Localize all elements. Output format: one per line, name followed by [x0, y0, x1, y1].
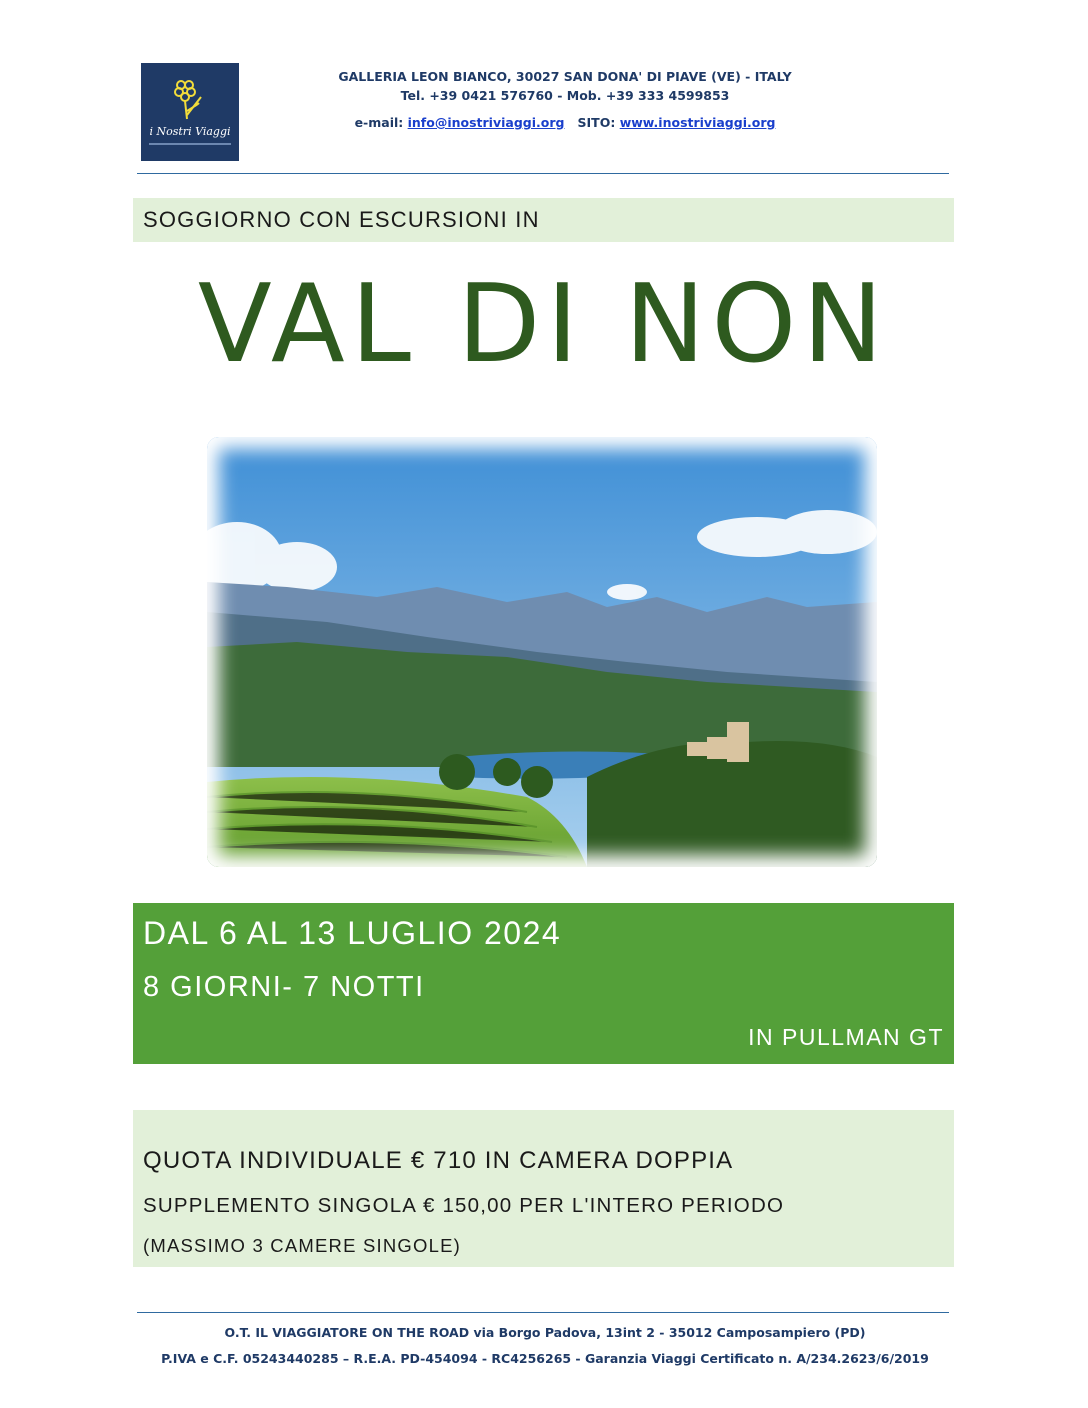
price-supplement: SUPPLEMENTO SINGOLA € 150,00 PER L'INTERO PERIODO — [143, 1194, 785, 1217]
flower-icon — [167, 75, 213, 123]
agency-logo — [141, 63, 239, 161]
logo-tagline-bar — [149, 143, 231, 145]
landscape-photo — [207, 437, 877, 867]
trip-band — [133, 903, 954, 1064]
agency-contacts — [260, 115, 870, 130]
footer-divider — [137, 1312, 949, 1313]
site-label: SITO: — [577, 115, 616, 130]
price-note: (MASSIMO 3 CAMERE SINGOLE) — [143, 1235, 461, 1256]
pricing-band — [133, 1110, 954, 1267]
trip-duration: 8 GIORNI- 7 NOTTI — [143, 971, 425, 1003]
logo-name: i Nostri Viaggi — [149, 125, 231, 138]
page-title: VAL DI NON — [197, 262, 890, 387]
header-divider — [137, 173, 949, 174]
email-label: e-mail: — [354, 115, 404, 130]
intro-band — [133, 198, 954, 242]
agency-phones: Tel. +39 0421 576760 - Mob. +39 333 4599853 — [400, 88, 730, 103]
footer-legal: P.IVA e C.F. 05243440285 – R.E.A. PD-454094 - RC4256265 - Garanzia Viaggi Certificato n. A/234.2623/6/2019 — [161, 1351, 929, 1366]
website-link[interactable]: www.inostriviaggi.org — [619, 115, 776, 130]
intro-text: SOGGIORNO CON ESCURSIONI IN — [143, 207, 540, 232]
trip-dates: DAL 6 AL 13 LUGLIO 2024 — [143, 915, 562, 951]
price-quota: QUOTA INDIVIDUALE € 710 IN CAMERA DOPPIA — [143, 1147, 734, 1174]
agency-address: GALLERIA LEON BIANCO, 30027 SAN DONA' DI PIAVE (VE) - ITALY — [338, 69, 792, 84]
footer-operator: O.T. IL VIAGGIATORE ON THE ROAD via Borgo Padova, 13int 2 - 35012 Camposampiero (PD) — [224, 1325, 866, 1340]
email-link[interactable]: info@inostriviaggi.org — [407, 115, 565, 130]
trip-transport: IN PULLMAN GT — [748, 1024, 944, 1050]
